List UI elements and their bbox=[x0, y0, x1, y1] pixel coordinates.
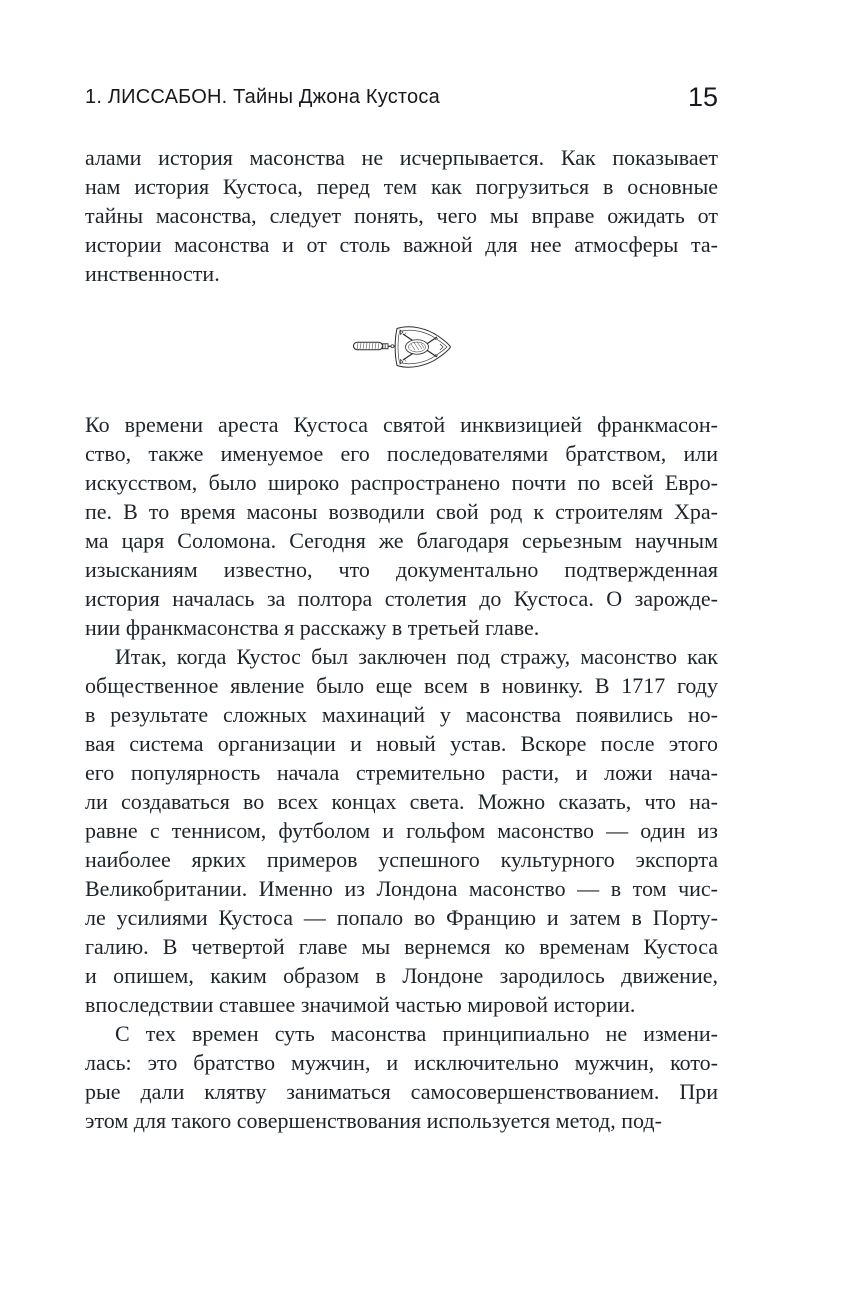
text-line: Итак, когда Кустос был заключен под стражу, масонство как bbox=[115, 644, 718, 669]
text-line: искусством, было широко распространено почти по всей Евро- bbox=[85, 470, 718, 495]
text-line: Ко времени ареста Кустоса святой инквизицией франкмасон- bbox=[85, 412, 718, 437]
text-line: впоследствии ставшее значимой частью мировой истории. bbox=[85, 992, 636, 1017]
text-line: пе. В то время масоны возводили свой род к строителям Хра- bbox=[85, 499, 718, 524]
text-line: этом для такого совершенствования используется метод, под- bbox=[85, 1108, 662, 1133]
paragraph bbox=[85, 143, 718, 288]
text-line: нам история Кустоса, перед тем как погрузиться в основные bbox=[85, 174, 718, 199]
text-line: и опишем, каким образом в Лондоне зародилось движение, bbox=[85, 963, 718, 988]
text-line: истории масонства и от столь важной для нее атмосферы та- bbox=[85, 232, 718, 257]
text-line: изысканиям известно, что документально подтвержденная bbox=[85, 557, 718, 582]
paragraph bbox=[85, 642, 718, 1019]
page-header bbox=[85, 84, 718, 110]
paragraph bbox=[85, 1019, 718, 1135]
trowel-ornament bbox=[352, 324, 452, 370]
text-line: история началась за полтора столетия до Кустоса. О зарожде- bbox=[85, 586, 718, 611]
text-line: наиболее ярких примеров успешного культурного экспорта bbox=[85, 847, 718, 872]
text-line: общественное явление было еще всем в новинку. В 1717 году bbox=[85, 673, 718, 698]
page-number: 15 bbox=[687, 82, 718, 112]
text-line: ле усилиями Кустоса — попало во Францию и затем в Порту- bbox=[85, 905, 718, 930]
text-line: ли создаваться во всех концах света. Можно сказать, что на- bbox=[85, 789, 718, 814]
text-line: равне с теннисом, футболом и гольфом масонство — один из bbox=[85, 818, 718, 843]
text-line: Великобритании. Именно из Лондона масонство — в том чис- bbox=[85, 876, 718, 901]
text-line: рые дали клятву заниматься самосовершенствованием. При bbox=[85, 1079, 718, 1104]
text-line: лась: это братство мужчин, и исключительно мужчин, кото- bbox=[85, 1050, 718, 1075]
text-line: ство, также именуемое его последователями братством, или bbox=[85, 441, 718, 466]
paragraph bbox=[85, 410, 718, 642]
text-line: тайны масонства, следует понять, чего мы вправе ожидать от bbox=[85, 203, 718, 228]
page-body bbox=[85, 143, 718, 1135]
text-line: его популярность начала стремительно расти, и ложи нача- bbox=[85, 760, 718, 785]
text-line: нии франкмасонства я расскажу в третьей главе. bbox=[85, 615, 540, 640]
text-line: алами история масонства не исчерпывается. Как показывает bbox=[85, 145, 718, 170]
text-line: ма царя Соломона. Сегодня же благодаря серьезным научным bbox=[85, 528, 718, 553]
text-line: в результате сложных махинаций у масонства появились но- bbox=[85, 702, 718, 727]
text-line: галию. В четвертой главе мы вернемся ко временам Кустоса bbox=[85, 934, 718, 959]
running-title: 1. ЛИССАБОН. Тайны Джона Кустоса bbox=[85, 86, 440, 108]
text-line: вая система организации и новый устав. Вскоре после этого bbox=[85, 731, 718, 756]
text-line: С тех времен суть масонства принципиально не измени- bbox=[115, 1021, 718, 1046]
text-line: инственности. bbox=[85, 261, 220, 286]
